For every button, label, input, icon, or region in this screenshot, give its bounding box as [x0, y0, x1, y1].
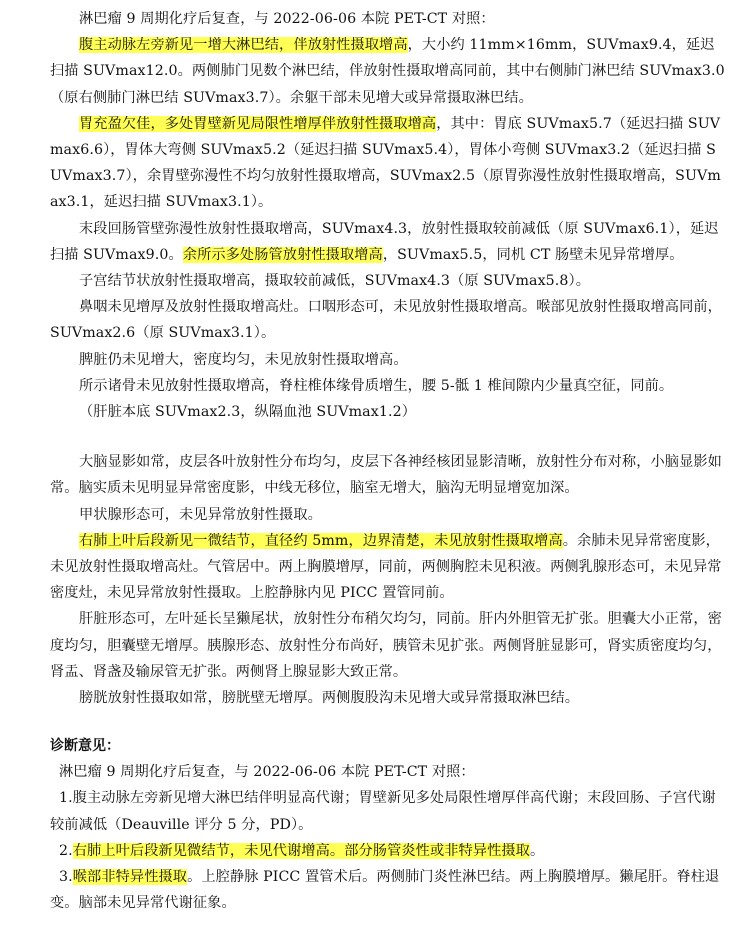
- highlight-finding: 右肺上叶后段新见一微结节，直径约 5mm，边界清楚，未见放射性摄取增高: [79, 532, 563, 549]
- diagnosis-item-number: 2.: [59, 842, 73, 859]
- highlight-finding: 右肺上叶后段新见微结节，未见代谢增高。部分肠管炎性或非特异性摄取: [72, 842, 530, 859]
- diagnosis-item-3: [50, 864, 726, 916]
- diagnosis-title: 诊断意见：: [50, 738, 120, 755]
- finding-brain: 大脑显影如常，皮层各叶放射性分布均匀，皮层下各神经核团显影清晰，放射性分布对称，小脑显影如常。脑实质未见明显异常密度影，中线无移位，脑室无增大，脑沟无明显增宽加深。: [50, 454, 722, 497]
- report-page: [50, 6, 726, 917]
- diagnosis-intro: 淋巴瘤 9 周期化疗后复查，与 2022-06-06 本院 PET-CT 对照：: [59, 764, 475, 781]
- finding-ileum: [50, 216, 726, 268]
- finding-bones: 所示诸骨未见放射性摄取增高，脊柱椎体缘骨质增生，腰 5-骶 1 椎间隙内少量真空征，同前。: [79, 377, 674, 394]
- highlight-finding: 胃充盈欠佳，多处胃壁新见局限性增厚伴放射性摄取增高: [79, 115, 437, 132]
- finding-text: ，其中：胃底 SUVmax5.7（延迟扫描 SUVmax6.6），胃体大弯侧 SUVmax5.2（延迟扫描 SUVmax5.4），胃体小弯侧 SUVmax3.2（延迟扫描 SUVmax3.7），余胃壁弥漫性不均匀放射性摄取增高，SUVmax2.5（原胃弥漫性放射性摄取增高，SUVmax3.1，延迟扫描 SUVmax3.1）。: [50, 115, 721, 211]
- highlight-finding: 腹主动脉左旁新见一增大淋巴结，伴放射性摄取增高: [79, 37, 408, 54]
- finding-uterus: 子宫结节状放射性摄取增高，摄取较前减低，SUVmax4.3（原 SUVmax5.8）。: [79, 273, 591, 290]
- finding-text: ，SUVmax5.5，同机 CT 肠壁未见异常增厚。: [382, 246, 684, 263]
- finding-thyroid: 甲状腺形态可，未见异常放射性摄取。: [79, 506, 322, 523]
- finding-lymph-node: [50, 32, 726, 111]
- finding-spleen: 脾脏仍未见增大，密度均匀，未见放射性摄取增高。: [79, 351, 408, 368]
- diagnosis-item-number: 3.: [59, 869, 73, 886]
- diagnosis-item-1: 1.腹主动脉左旁新见增大淋巴结伴明显高代谢；胃壁新见多处局限性增厚伴高代谢；末段回肠、子宫代谢较前减低（Deauville 评分 5 分，PD）。: [50, 790, 716, 833]
- report-intro: 淋巴瘤 9 周期化疗后复查，与 2022-06-06 本院 PET-CT 对照：: [79, 11, 495, 27]
- finding-reference-values: （肝脏本底 SUVmax2.3，纵隔血池 SUVmax1.2）: [79, 404, 416, 421]
- highlight-finding: 余所示多处肠管放射性摄取增高: [182, 246, 383, 263]
- section-gap: [50, 711, 726, 733]
- diagnosis-text: 。上腔静脉 PICC 置管术后。两侧肺门炎性淋巴结。两上胸膜增厚。獭尾肝。脊柱退变。脑部未见异常代谢征象。: [50, 869, 720, 912]
- diagnosis-text: 。: [529, 842, 545, 859]
- finding-nasopharynx: 鼻咽未见增厚及放射性摄取增高灶。口咽形态可，未见放射性摄取增高。喉部见放射性摄取增高同前，SUVmax2.6（原 SUVmax3.1）。: [50, 299, 722, 342]
- section-gap: [50, 425, 726, 449]
- finding-stomach: [50, 111, 726, 216]
- finding-text: ，大小约 11mm×16mm，SUVmax9.4，延迟扫描 SUVmax12.0。两侧肺门见数个淋巴结，伴放射性摄取增高同前，其中右侧肺门淋巴结 SUVmax3.0（原右侧肺门淋巴结 SUVmax3.7）。余躯干部未见增大或异常摄取淋巴结。: [50, 37, 725, 106]
- finding-text: 末段回肠管壁弥漫性放射性摄取增高，SUVmax4.3，放射性摄取较前减低（原 SUVmax6.1），延迟扫描 SUVmax9.0。: [50, 220, 719, 263]
- finding-bladder: 膀胱放射性摄取如常，膀胱壁无增厚。两侧腹股沟未见增大或异常摄取淋巴结。: [79, 690, 580, 707]
- diagnosis-item-2: [50, 838, 726, 864]
- highlight-finding: 喉部非特异性摄取: [72, 869, 188, 886]
- finding-text: 。余肺未见异常密度影，未见放射性摄取增高灶。气管居中。两上胸膜增厚，同前，两侧胸腔未见积液。两侧乳腺形态可，未见异常密度灶，未见异常放射性摄取。上腔静脉内见 PICC 置管同前。: [50, 532, 722, 602]
- finding-liver: 肝脏形态可，左叶延长呈獭尾状，放射性分布稍欠均匀，同前。肝内外胆管无扩张。胆囊大小正常，密度均匀，胆囊壁无增厚。胰腺形态、放射性分布尚好，胰管未见扩张。两侧肾脏显影可，肾实质密度均匀，肾盂、肾盏及输尿管无扩张。两侧肾上腺显影大致正常。: [50, 611, 722, 680]
- finding-lung: [50, 528, 726, 607]
